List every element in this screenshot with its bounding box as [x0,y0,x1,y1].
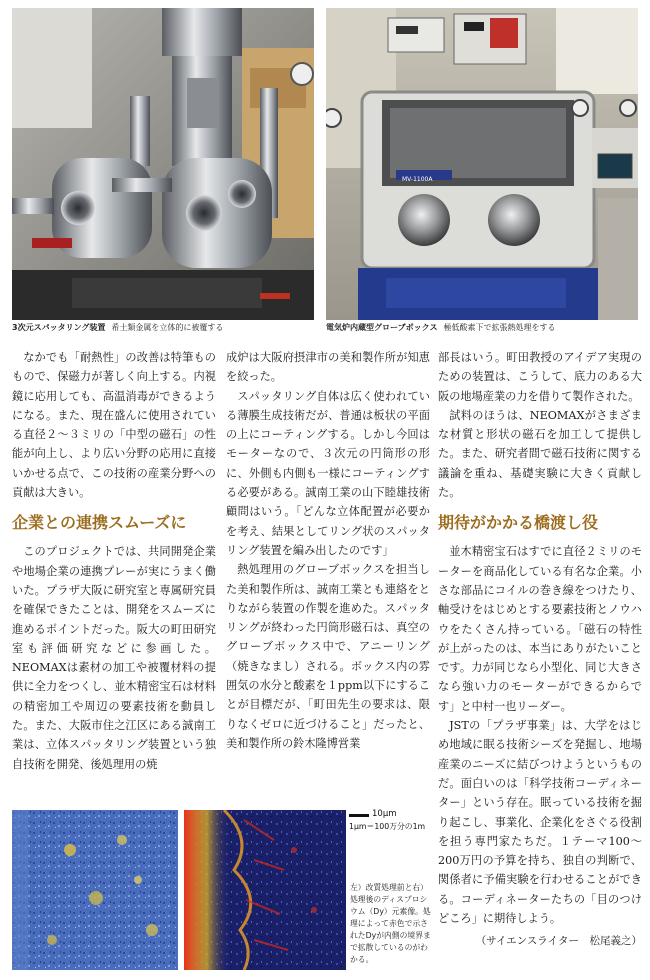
section-heading: 企業との連携スムーズに [12,513,187,533]
article-column-1 [12,348,216,774]
paragraph: 熱処理用のグローブボックスを担当した美和製作所は、誠南工業とも連絡をとりながら装置の作製を進めた。スパッタリングが終わった円筒形磁石は、真空のグローブボックス中で、アニーリング（焼きなまし）される。ボックス内の雰囲気の水分と酸素を１ppm以下にすることが目標だが、「町田先生の要求は、限りなくゼロに近づけること」だったと、美和製作所の鈴木隆博営業 [226,563,430,750]
caption-text: 希土類金属を立体的に被覆する [111,323,224,332]
sputtering-apparatus-photo [12,8,314,320]
paragraph: 成炉は大阪府摂津市の美和製作所が知恵を絞った。 [226,351,430,384]
caption-title: 電気炉内蔵型グローブボックス [326,323,438,332]
paragraph: 並木精密宝石はすでに直径２ミリのモーターを商品化している有名な企業。小さな部品にコイルの巻き線をつけたり、軸受けをはじめとする要素技術とノウハウをたくさん持っている。「磁石の特性が上がったのは、本当にありがたいことです。力が同じなら小型化、同じ大きさなら強い力のモーターができるからです」と中村一也リーダー。 [438,545,642,713]
paragraph: JSTの「プラザ事業」は、大学をはじめ地域に眠る技術シーズを発掘し、地場産業のニーズに結びつけようというものだ。面白いのは「科学技術コーディネーター」という存在。眠っている技術を掘り起こし、事業化、企業化をさぐる役割を担う専門家たちだ。１テーマ100～200万円の予算を持ち、独自の判断で、関係者に予備実験を行わせることができる。コーディネーターたちの「目のつけどころ」に期待しよう。 [438,719,642,926]
section-heading: 期待がかかる橋渡し役 [438,513,599,533]
paragraph: 試料のほうは、NEOMAXがさまざまな材質と形状の磁石を加工して提供した。また、研究者間で磁石技術に関する議論を重ね、基礎実験に大きく貢献した。 [438,408,642,500]
byline: （サイエンスライター 松尾義之） [475,935,642,948]
micrograph-caption: 左）改質処理前と右）処理後のディスプロシウム（Dy）元素像。処理によって赤色で示されたDyが内側の境界まで拡散しているのがわかる。 [350,883,431,964]
paragraph: なかでも「耐熱性」の改善は特筆ものもので、保磁力が著しく向上する。内視鏡に応用しても、高温消毒ができるようになる。また、現在盛んに使用されている直径２～３ミリの「中型の磁石」の性能が向上し、より広い分野の応用に直接いかせる点で、この技術の産業分野への貢献は大きい。 [12,351,216,500]
article-column-3 [438,348,642,952]
glove-box-photo [326,8,638,320]
sputtering-photo-caption [12,322,223,333]
glove-box-photo-caption [326,322,556,333]
micrograph-before [12,810,178,970]
scale-bar-label: 10μm [372,809,397,819]
caption-title: 3次元スパッタリング装置 [12,323,106,332]
article-column-2 [226,348,430,753]
glove-box-panel-label: MV-1100A [402,176,433,183]
caption-text: 極低酸素下で拡張熱処理をする [443,323,556,332]
scale-bar [349,814,369,817]
paragraph: スパッタリング自体は広く使われている薄膜生成技術だが、普通は板状の平面の上にコーティングする。しかし今回はモーターなので、３次元の円筒形の形に、外側も内側も一様にコーティングする必要がある。誠南工業の山下睦雄技術顧問はいう。「どんな立体配置が必要かを考え、結果としてリング状のスパッタリング装置を編み出したのです」 [226,389,430,557]
micrograph-after [184,810,346,970]
paragraph: 部長はいう。町田教授のアイデア実現のための装置は、こうして、底力のある大阪の地場産業の力を借りて製作された。 [438,351,642,403]
scale-note: 1μm＝100万分の1m [349,822,426,831]
paragraph: このプロジェクトでは、共同開発企業や地場企業の連携プレーが実にうまく働いた。プラザ大阪に研究室と専属研究員を確保できたことは、開発をスムーズに進めるポイントだった。阪大の町田研究室も評価研究などに参画した。NEOMAXは素材の加工や被覆材料の提供に全力をつくし、並木精密宝石は材料の精密加工や周辺の要素技術を動員した。また、大阪市住之江区にある誠南工業は、立体スパッタリング装置という独自技術を開発、後処理用の焼 [12,545,216,771]
